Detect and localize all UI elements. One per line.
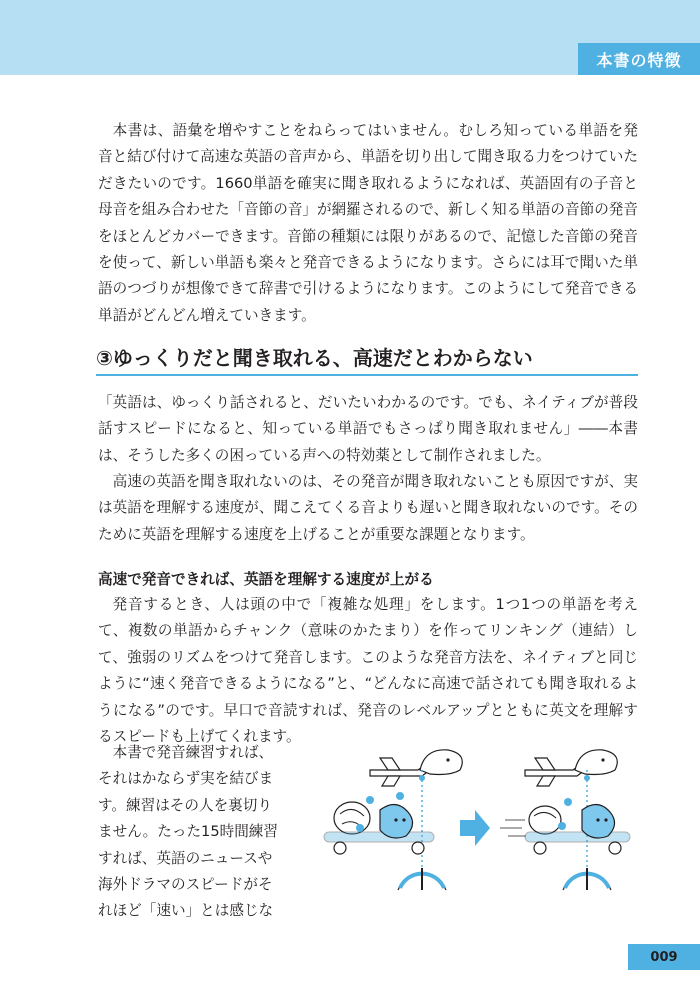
speed-gauge-icon <box>563 868 611 890</box>
brain-character-icon <box>525 798 630 854</box>
brain-character-icon <box>324 792 434 854</box>
arrow-right-icon <box>460 810 490 846</box>
speed-comparison-illustration <box>300 740 645 900</box>
airplane-icon <box>370 758 430 786</box>
cartoon-ghost-icon <box>575 750 617 775</box>
heading-underline <box>96 374 638 376</box>
third-paragraph: 発音するとき、人は頭の中で「複雑な処理」をします。1つ1つの単語を考えて、複数の単語からチャンク（意味のかたまり）を作ってリンキング（連結）して、強弱のリズムをつけて発音します。このような発音方法を、ネイティブと同じように“速く発音できるようになる”と、“どんなに高速で話されても聞き取れるようになる”のです。早口で音読すれば、発音のレベルアップとともに英文を理解するスピードも上げてくれます。 <box>98 596 638 746</box>
subheading: 高速で発音できれば、英語を理解する速度が上がる <box>98 571 434 588</box>
slow-scene <box>324 750 462 890</box>
fourth-paragraph: 本書で発音練習すれば、それはかならず実を結びます。練習はその人を裏切りません。たった15時間練習すれば、英語のニュースや海外ドラマのスピードがそれほど「速い」とは感じな <box>98 744 278 920</box>
section-label: 本書の特徴 <box>596 50 682 70</box>
second-paragraph: 高速の英語を聞き取れないのは、その発音が聞き取れないことも原因ですが、実は英語を理解する速度が、聞こえてくる音よりも遅いと聞き取れないのです。そのために英語を理解する速度を上げることが重要な課題となります。 <box>98 473 638 543</box>
fast-scene <box>500 750 630 890</box>
cartoon-ghost-icon <box>420 750 462 775</box>
section-tab <box>578 43 700 75</box>
page-number <box>628 944 700 970</box>
speed-gauge-icon <box>398 868 446 890</box>
speed-lines <box>500 820 526 836</box>
section-heading: ③ゆっくりだと聞き取れる、高速だとわからない <box>96 346 533 370</box>
page-number-label: 009 <box>650 949 678 965</box>
quote-paragraph: 「英語は、ゆっくり話されると、だいたいわかるのです。でも、ネイティブが普段話すスピードになると、知っている単語でもさっぱり聞き取れません」――本書は、そうした多くの困っている声への特効薬として制作されました。 <box>98 394 638 464</box>
intro-paragraph: 本書は、語彙を増やすことをねらってはいません。むしろ知っている単語を発音と結び付けて高速な英語の音声から、単語を切り出して聞き取る力をつけていただきたいのです。1660単語を確実に聞き取れるようになれば、英語固有の子音と母音を組み合わせた「音節の音」が網羅されるので、新しく知る単語の音節の発音をほとんどカバーできます。音節の種類には限りがあるので、記憶した音節の発音を使って、新しい単語も楽々と発音できるようになります。さらには耳で聞いた単語のつづりが想像できて辞書で引けるようになります。このようにして発音できる単語がどんどん増えていきます。 <box>98 122 638 324</box>
airplane-icon <box>525 758 585 786</box>
